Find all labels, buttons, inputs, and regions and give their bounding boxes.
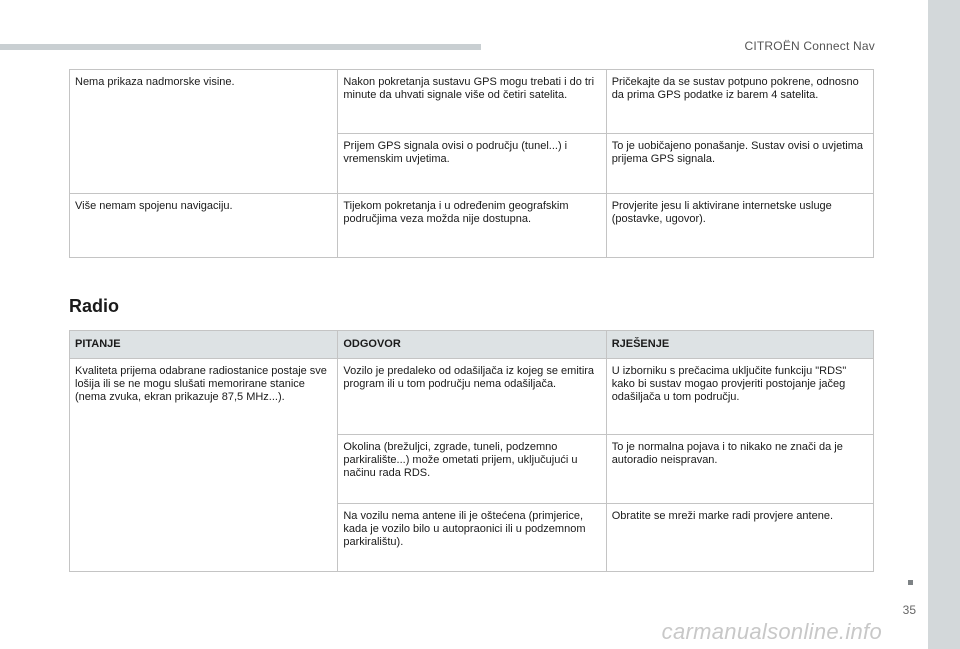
table-row [70,70,874,134]
radio-troubleshooting-table [69,330,874,572]
table-row [70,194,874,258]
solution-cell: Pričekajte da se sustav potpuno pokrene, odnosno da prima GPS podatke iz barem 4 satelita. [606,70,873,134]
solution-cell: To je normalna pojava i to nikako ne znači da je autoradio neispravan. [606,435,873,504]
brand-title: CITROËN Connect Nav [744,39,875,53]
question-cell: Kvaliteta prijema odabrane radiostanice postaje sve lošija ili se ne mogu slušati memorirane stanice (nema zvuka, ekran prikazuje 87,5 MHz...). [70,359,338,572]
page-number: 35 [902,603,916,617]
answer-cell: Vozilo je predaleko od odašiljača iz kojeg se emitira program ili u tom području nema odašiljača. [338,359,606,435]
cause-cell: Prijem GPS signala ovisi o području (tunel...) i vremenskim uvjetima. [338,134,606,194]
page-marker [908,580,913,585]
watermark: carmanualsonline.info [661,619,882,644]
answer-cell: Na vozilu nema antene ili je oštećena (primjerice, kada je vozilo bilo u autopraonici ili u podzemnom parkiralištu). [338,504,606,572]
table-header-row [70,331,874,359]
section-title: Radio [69,296,120,316]
cause-cell: Tijekom pokretanja i u određenim geografskim područjima veza možda nije dostupna. [338,194,606,258]
column-header-question: PITANJE [70,331,338,359]
solution-cell: Obratite se mreži marke radi provjere antene. [606,504,873,572]
answer-cell: Okolina (brežuljci, zgrade, tuneli, podzemno parkiralište...) može ometati prijem, uključujući u načinu rada RDS. [338,435,606,504]
cause-cell: Nakon pokretanja sustavu GPS mogu trebati i do tri minute da uhvati signale više od četiri satelita. [338,70,606,134]
gps-troubleshooting-table [69,69,874,258]
solution-cell: U izborniku s prečacima uključite funkciju "RDS" kako bi sustav mogao provjeriti postojanje jačeg odašiljača u tom području. [606,359,873,435]
solution-cell: To je uobičajeno ponašanje. Sustav ovisi o uvjetima prijema GPS signala. [606,134,873,194]
problem-cell: Više nemam spojenu navigaciju. [70,194,338,258]
side-strip [928,0,960,649]
header-bar [0,44,481,50]
column-header-solution: RJEŠENJE [606,331,873,359]
solution-cell: Provjerite jesu li aktivirane internetske usluge (postavke, ugovor). [606,194,873,258]
table-row [70,359,874,435]
column-header-answer: ODGOVOR [338,331,606,359]
problem-cell: Nema prikaza nadmorske visine. [70,70,338,194]
